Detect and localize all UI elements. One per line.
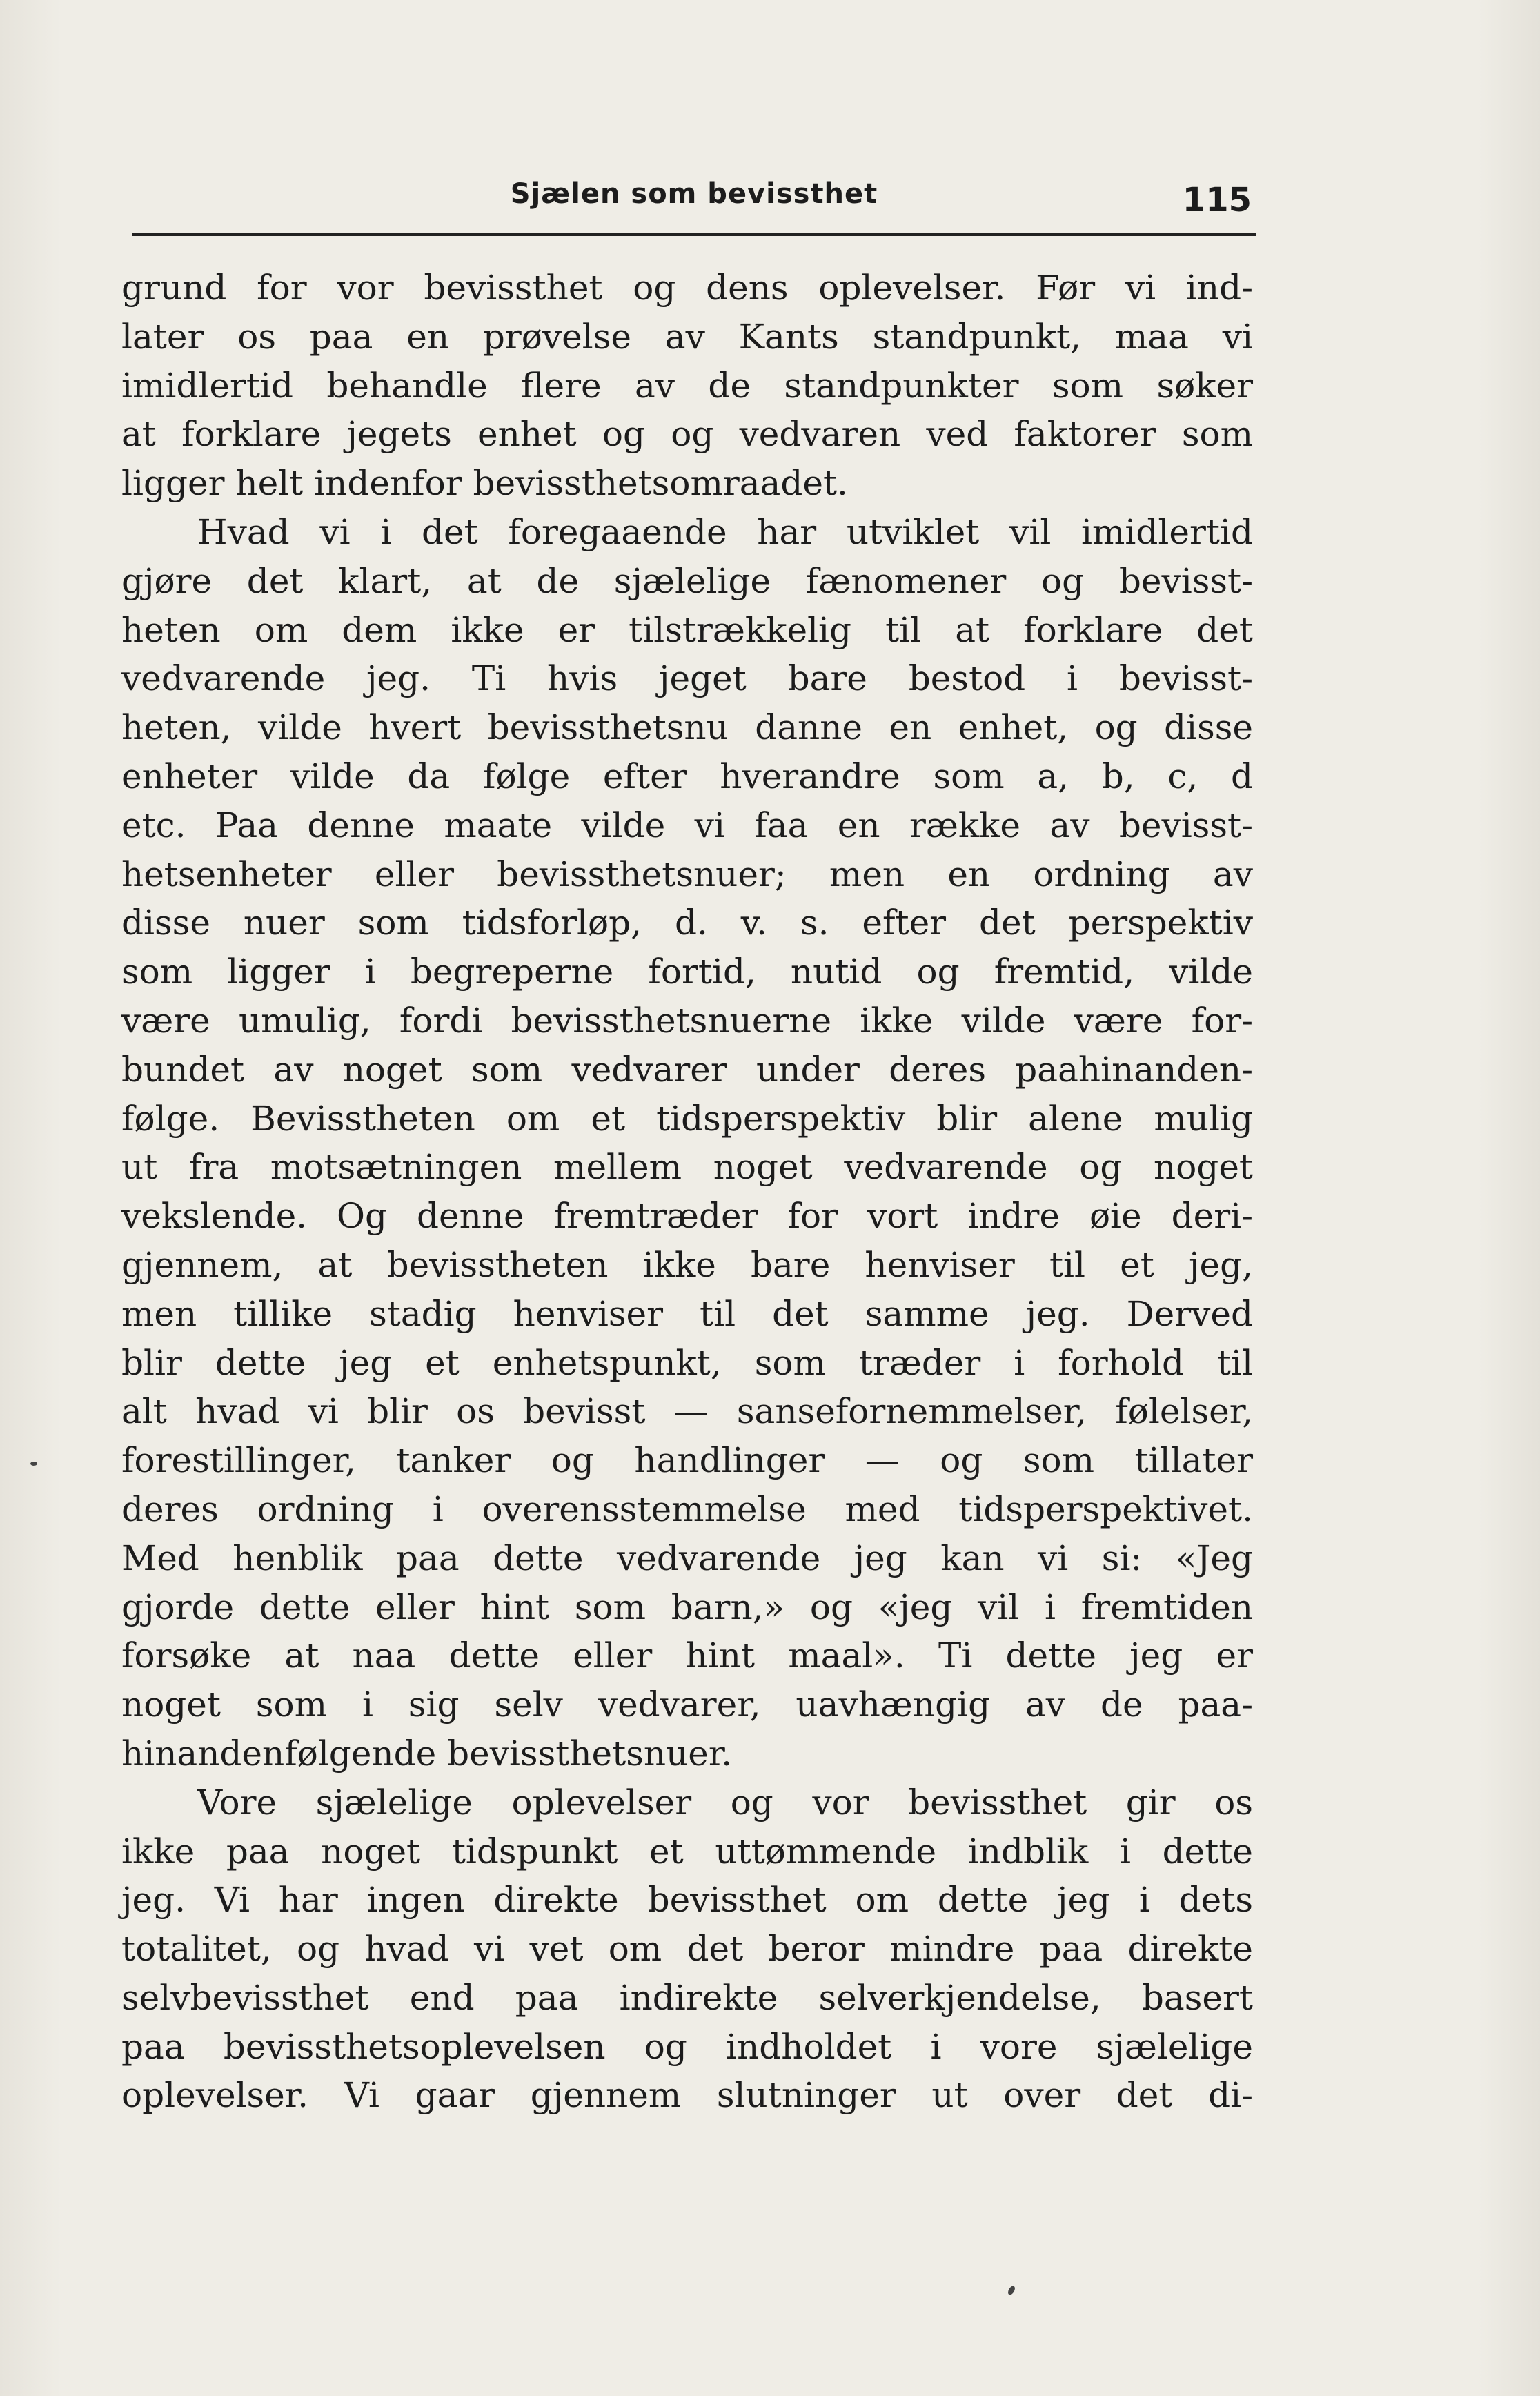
text-line: Vore sjælelige oplevelser og vor bevissthet gir os [197, 1782, 1253, 1823]
text-line: blir dette jeg et enhetspunkt, som træder i forhold til [121, 1342, 1253, 1383]
text-line: gjennem, at bevisstheten ikke bare henviser til et jeg, [121, 1244, 1253, 1285]
page-number: 115 [1182, 181, 1252, 219]
text-line: forestillinger, tanker og handlinger — og som tillater [121, 1440, 1253, 1481]
text-line: Med henblik paa dette vedvarende jeg kan vi si: «Jeg [121, 1538, 1253, 1578]
body-text [121, 264, 1253, 2120]
text-line: selvbevissthet end paa indirekte selverkjendelse, basert [121, 1977, 1253, 2018]
text-line: later os paa en prøvelse av Kants standpunkt, maa vi [121, 316, 1253, 357]
text-line: men tillike stadig henviser til det samme jeg. Derved [121, 1293, 1253, 1334]
text-line: vekslende. Og denne fremtræder for vort indre øie deri- [121, 1196, 1253, 1237]
text-line: vedvarende jeg. Ti hvis jeget bare bestod i bevisst- [121, 658, 1253, 699]
text-line: være umulig, fordi bevissthetsnuerne ikke vilde være for- [121, 1000, 1253, 1041]
text-line: etc. Paa denne maate vilde vi faa en række av bevisst- [121, 805, 1253, 845]
text-line: disse nuer som tidsforløp, d. v. s. efter det perspektiv [121, 903, 1253, 943]
text-line: deres ordning i overensstemmelse med tidsperspektivet. [121, 1489, 1253, 1529]
margin-speck [1007, 2285, 1016, 2296]
text-line: ut fra motsætningen mellem noget vedvarende og noget [121, 1147, 1253, 1188]
text-line: hinandenfølgende bevissthetsnuer. [121, 1733, 733, 1774]
page-header [132, 171, 1256, 236]
text-line: totalitet, og hvad vi vet om det beror mindre paa direkte [121, 1929, 1253, 1970]
text-line: ikke paa noget tidspunkt et uttømmende indblik i dette [121, 1831, 1253, 1872]
text-line: enheter vilde da følge efter hverandre som a, b, c, d [121, 756, 1253, 796]
text-line: hetsenheter eller bevissthetsnuer; men en ordning av [121, 854, 1253, 894]
margin-speck [30, 1462, 37, 1466]
text-line: heten om dem ikke er tilstrækkelig til at forklare det [121, 609, 1253, 650]
text-line: bundet av noget som vedvarer under deres paahinanden- [121, 1049, 1253, 1090]
text-line: følge. Bevisstheten om et tidsperspektiv blir alene mulig [121, 1098, 1253, 1139]
text-line: paa bevissthetsoplevelsen og indholdet i vore sjælelige [121, 2026, 1253, 2067]
text-line: grund for vor bevissthet og dens oplevelser. Før vi ind- [121, 268, 1253, 308]
text-line: ligger helt indenfor bevissthetsomraadet. [121, 463, 848, 504]
text-line: som ligger i begreperne fortid, nutid og fremtid, vilde [121, 952, 1253, 992]
text-line: gjorde dette eller hint som barn,» og «jeg vil i fremtiden [121, 1587, 1253, 1627]
running-title: Sjælen som bevissthet [510, 178, 878, 210]
text-line: noget som i sig selv vedvarer, uavhængig av de paa- [121, 1685, 1253, 1725]
text-line: imidlertid behandle flere av de standpunkter som søker [121, 365, 1253, 406]
text-line: gjøre det klart, at de sjælelige fænomener og bevisst- [121, 560, 1253, 601]
text-line: oplevelser. Vi gaar gjennem slutninger ut over det di- [121, 2075, 1253, 2116]
text-line: forsøke at naa dette eller hint maal». Ti dette jeg er [121, 1636, 1253, 1676]
text-line: alt hvad vi blir os bevisst — sansefornemmelser, følelser, [121, 1391, 1253, 1432]
text-line: Hvad vi i det foregaaende har utviklet vil imidlertid [197, 511, 1253, 552]
text-line: at forklare jegets enhet og og vedvaren ved faktorer som [121, 414, 1253, 455]
text-line: heten, vilde hvert bevissthetsnu danne en enhet, og disse [121, 707, 1253, 748]
text-line: jeg. Vi har ingen direkte bevissthet om dette jeg i dets [121, 1880, 1253, 1921]
